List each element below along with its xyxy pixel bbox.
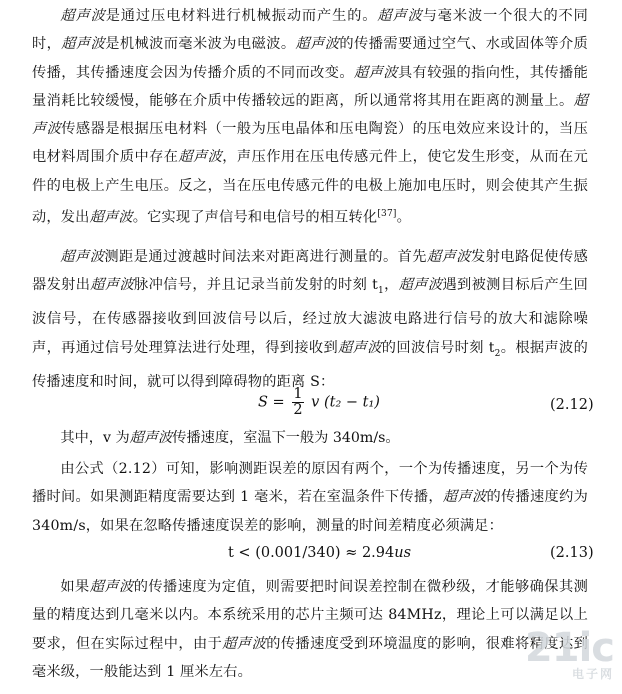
emph-ultrasonic: 超声波 — [60, 249, 105, 265]
text-run: 遇到被测目标后产生回波信号，在传感器接收到回波信号以后，经过放大滤波电路进行信号的放大和滤除噪声，再通过信号处理算法进行处理，得到接收到 — [32, 277, 589, 356]
text-run: 发射电路促使传感器发射出 — [32, 249, 588, 294]
emph-ultrasonic: 超声波 — [426, 249, 471, 265]
equation-rhs: v (t₂ − t₁) — [311, 394, 380, 411]
text-run: 如果 — [60, 579, 90, 595]
text-run: 由公式（2.12）可知，影响测距误差的原因有两个，一个为传播速度，另一个为传播时间。如果测距精度需要达到 1 毫米，若在室温条件下传播， — [32, 461, 588, 506]
text-run: 与毫米波一个很大的不同时， — [32, 8, 589, 53]
subscript: 1 — [378, 286, 384, 297]
emph-ultrasonic: 超声波 — [398, 277, 443, 294]
emph-ultrasonic: 超声波 — [129, 430, 173, 446]
paragraph-where-v — [32, 427, 400, 447]
emph-ultrasonic: 超声波 — [89, 209, 133, 226]
equation-number: (2.13) — [550, 545, 594, 561]
equation-lhs: S = — [258, 394, 285, 411]
paragraph-ultrasonic-intro — [32, 2, 588, 232]
text-run: 是通过压电材料进行机械振动而产生的。 — [105, 8, 378, 24]
equation-number: (2.12) — [550, 397, 594, 413]
paragraph-error-analysis — [32, 455, 588, 540]
watermark-main: 21ic — [524, 625, 614, 671]
text-run: ， — [383, 277, 399, 294]
emph-ultrasonic: 超声波 — [377, 8, 423, 24]
emph-ultrasonic: 超声波 — [90, 277, 135, 294]
emph-ultrasonic: 超声波 — [89, 579, 134, 595]
text-run: 的传播速度受到环境温度的影响，很难将精度达到毫米级，一般能达到 1 厘米左右。 — [32, 635, 588, 680]
equation-body — [258, 387, 380, 418]
fraction-numerator: 1 — [293, 386, 303, 402]
text-run: 的传播速度约为 340m/s，如果在忽略传播速度误差的影响，测量的时间差精度必须满足： — [32, 489, 588, 534]
text-run: 的传播需要通过空气、水或固体等介质传播，其传播速度会因为传播介质的不同而改变。 — [32, 36, 589, 81]
text-run: ，声压作用在压电传感元件上，使它发生形变，从而在元件的电极上产生电压。反之，当在压电传感元件的电极上施加电压时，则会使其产生振动，发出 — [32, 149, 588, 226]
text-run: 脉冲信号，并且记录当前发射的时刻 t — [134, 277, 379, 294]
text-run: 的回波信号时刻 t — [381, 339, 495, 356]
emph-ultrasonic: 超声波 — [32, 92, 588, 138]
text-run: 其中，v 为 — [60, 430, 130, 446]
emph-ultrasonic: 超声波 — [222, 635, 267, 652]
citation-ref: [37] — [377, 209, 397, 220]
watermark-sub: 电子网 — [571, 667, 614, 681]
equation-2-12 — [0, 385, 622, 425]
subscript: 2 — [494, 348, 501, 359]
text-run: 。 — [396, 209, 411, 226]
equation-unit: us — [394, 545, 412, 561]
equation-2-13 — [0, 545, 622, 569]
emph-ultrasonic: 超声波 — [295, 36, 340, 53]
text-run: 具有较强的指向性，其传播能量消耗比较缓慢，能够在介质中传播较远的距离，所以通常将其用在距离的测量上。 — [32, 64, 588, 109]
fraction — [292, 387, 303, 418]
emph-ultrasonic: 超声波 — [61, 36, 106, 53]
text-run: 传感器是根据压电材料（一般为压电晶体和压电陶瓷）的压电效应来设计的，当压电材料周围介质中存在 — [32, 121, 588, 166]
emph-ultrasonic: 超声波 — [178, 149, 223, 166]
text-run: 的传播速度为定值，则需要把时间误差控制在微秒级，才能够确保其测量的精度达到几毫米以内。本系统采用的芯片主频可达 84MHz，理论上可以满足以上要求，但在实际过程中，由于 — [32, 579, 588, 652]
emph-ultrasonic: 超声波 — [60, 8, 106, 24]
text-run: 测距是通过渡越时间法来对距离进行测量的。首先 — [104, 249, 427, 265]
paragraph-conclusion — [32, 573, 588, 686]
emph-ultrasonic: 超声波 — [354, 64, 398, 81]
equation-body — [228, 545, 411, 561]
paragraph-ranging-method — [32, 243, 588, 396]
watermark-logo — [525, 625, 614, 682]
text-run: 。根据声波的传播速度和时间，就可以得到障碍物的距离 S： — [32, 339, 589, 390]
fraction-denominator: 2 — [293, 402, 303, 418]
equation-expression: t < (0.001/340) ≈ 2.94 — [228, 545, 395, 561]
text-run: 是机械波而毫米波为电磁波。 — [105, 36, 296, 53]
text-run: 传播速度，室温下一般为 340m/s。 — [172, 430, 400, 446]
emph-ultrasonic: 超声波 — [338, 339, 382, 356]
emph-ultrasonic: 超声波 — [442, 489, 487, 506]
text-run: 。它实现了声信号和电信号的相互转化 — [132, 209, 378, 226]
